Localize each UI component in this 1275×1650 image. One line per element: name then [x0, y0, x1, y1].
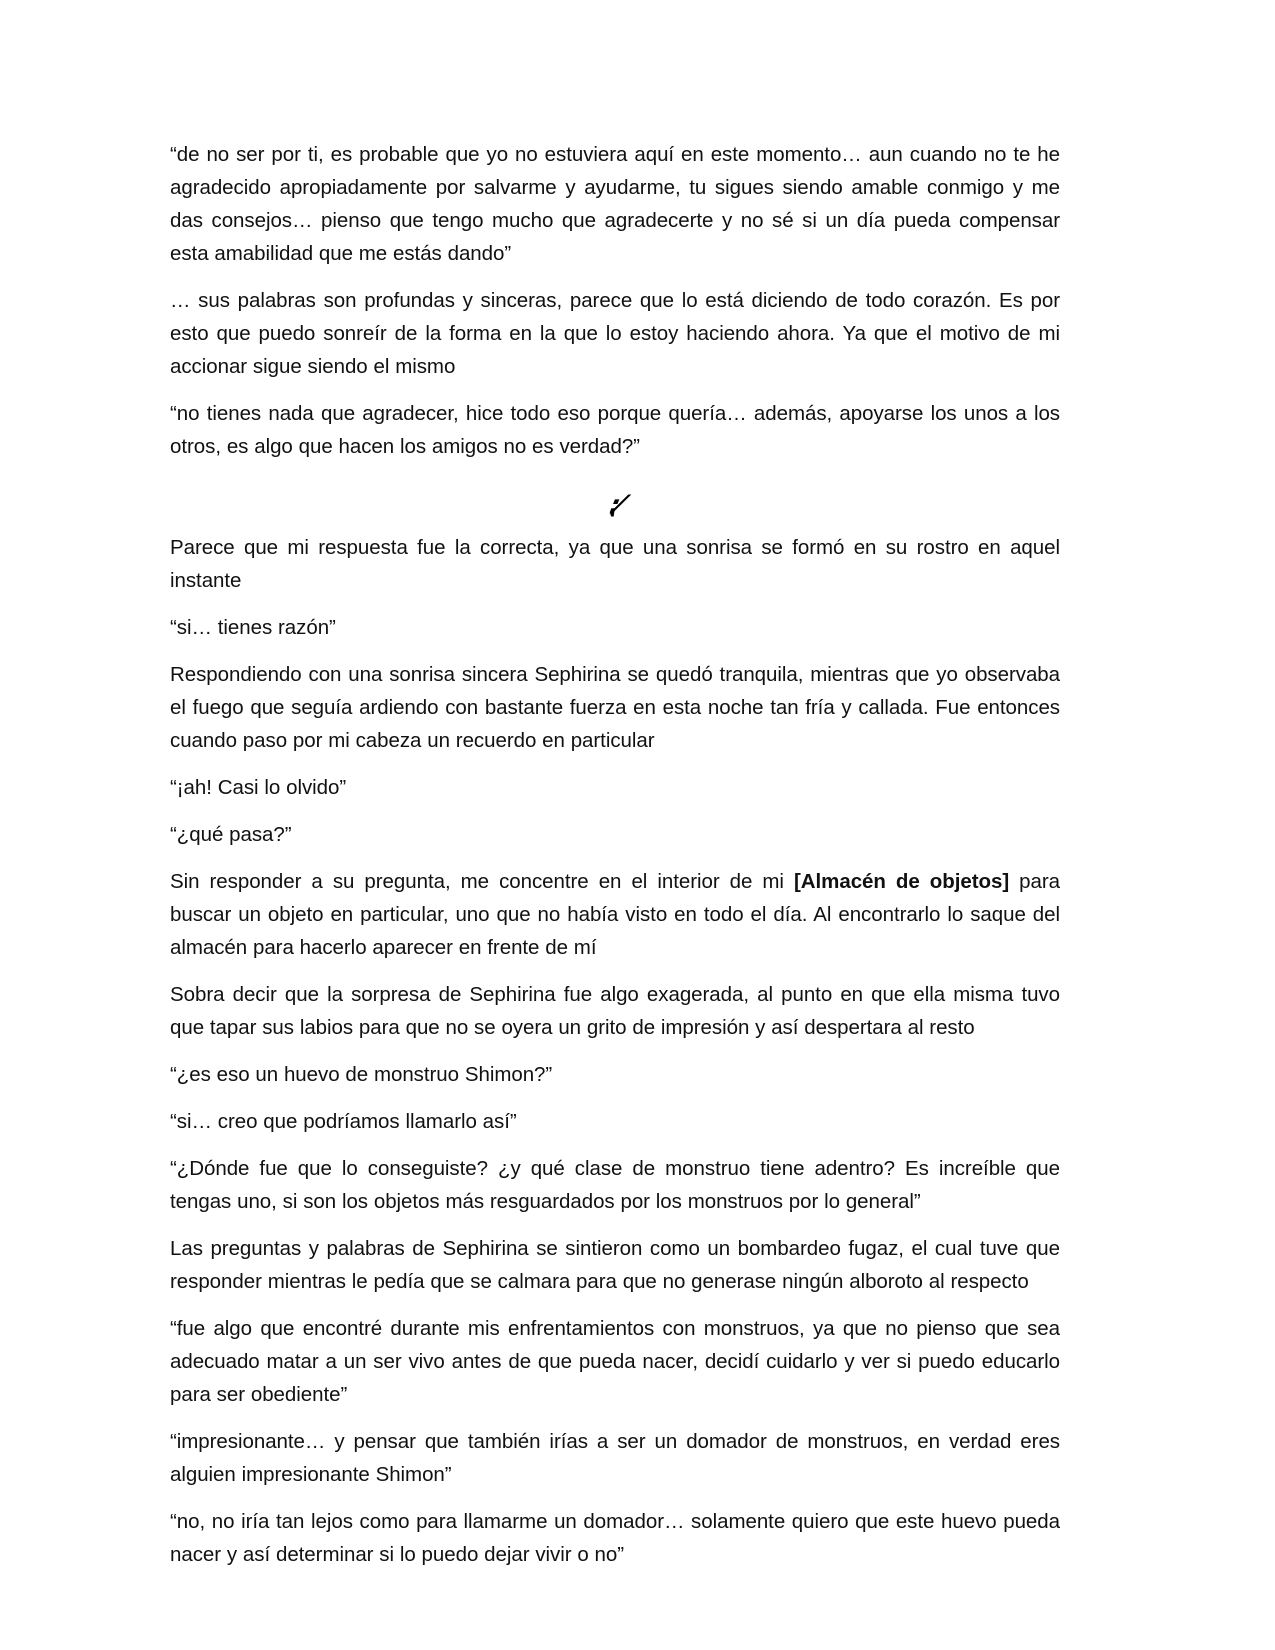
paragraph-narration: Respondiendo con una sonrisa sincera Sephirina se quedó tranquila, mientras que yo observaba el fuego que seguía ardiendo con bastante fuerza en esta noche tan fría y callada. Fue entonces cuando paso por mi cabeza un recuerdo en particular [170, 663, 1060, 752]
document-text-body [170, 138, 1060, 1571]
paragraph-dialogue: “no, no iría tan lejos como para llamarme un domador… solamente quiero que este huevo pueda nacer y así determinar si lo puedo dejar vivir o no” [170, 1510, 1060, 1566]
paragraph-narration: Sobra decir que la sorpresa de Sephirina fue algo exagerada, al punto en que ella misma tuvo que tapar sus labios para que no se oyera un grito de impresión y así despertara al resto [170, 983, 1060, 1039]
paragraph-dialogue: “fue algo que encontré durante mis enfrentamientos con monstruos, ya que no pienso que sea adecuado matar a un ser vivo antes de que pueda nacer, decidí cuidarlo y ver si puedo educarlo para ser obediente” [170, 1317, 1060, 1406]
paragraph-dialogue: “¡ah! Casi lo olvido” [170, 776, 347, 799]
paragraph-dialogue: “si… tienes razón” [170, 616, 336, 639]
paragraph-narration-with-term [170, 865, 1060, 964]
section-separator-icon: ⁏⁄ [606, 489, 624, 519]
inventory-skill-term: [Almacén de objetos] [793, 870, 1010, 893]
paragraph-dialogue: “impresionante… y pensar que también irías a ser un domador de monstruos, en verdad eres alguien impresionante Shimon” [170, 1430, 1060, 1486]
paragraph-narration: Parece que mi respuesta fue la correcta, ya que una sonrisa se formó en su rostro en aquel instante [170, 536, 1060, 592]
section-separator [170, 477, 1060, 531]
paragraph-dialogue: “no tienes nada que agradecer, hice todo eso porque quería… además, apoyarse los unos a los otros, es algo que hacen los amigos no es verdad?” [170, 402, 1060, 458]
paragraph-dialogue: “si… creo que podríamos llamarlo así” [170, 1110, 517, 1133]
paragraph-dialogue: “¿Dónde fue que lo conseguiste? ¿y qué clase de monstruo tiene adentro? Es increíble que tengas uno, si son los objetos más resguardados por los monstruos por lo general” [170, 1157, 1060, 1213]
paragraph-text-after: para buscar un objeto en particular, uno que no había visto en todo el día. Al encontrarlo lo saque del almacén para hacerlo aparecer en frente de mí [170, 870, 1060, 959]
paragraph-dialogue: “¿qué pasa?” [170, 823, 292, 846]
paragraph-narration: Las preguntas y palabras de Sephirina se sintieron como un bombardeo fugaz, el cual tuve que responder mientras le pedía que se calmara para que no generase ningún alboroto al respecto [170, 1237, 1060, 1293]
paragraph-dialogue: “de no ser por ti, es probable que yo no estuviera aquí en este momento… aun cuando no te he agradecido apropiadamente por salvarme y ayudarme, tu sigues siendo amable conmigo y me das consejos… pienso que tengo mucho que agradecerte y no sé si un día pueda compensar esta amabilidad que me estás dando” [170, 143, 1060, 265]
paragraph-dialogue: “¿es eso un huevo de monstruo Shimon?” [170, 1063, 553, 1086]
paragraph-text-before: Sin responder a su pregunta, me concentre en el interior de mi [170, 870, 794, 893]
paragraph-narration: … sus palabras son profundas y sinceras, parece que lo está diciendo de todo corazón. Es por esto que puedo sonreír de la forma en la que lo estoy haciendo ahora. Ya que el motivo de mi accionar sigue siendo el mismo [170, 289, 1060, 378]
